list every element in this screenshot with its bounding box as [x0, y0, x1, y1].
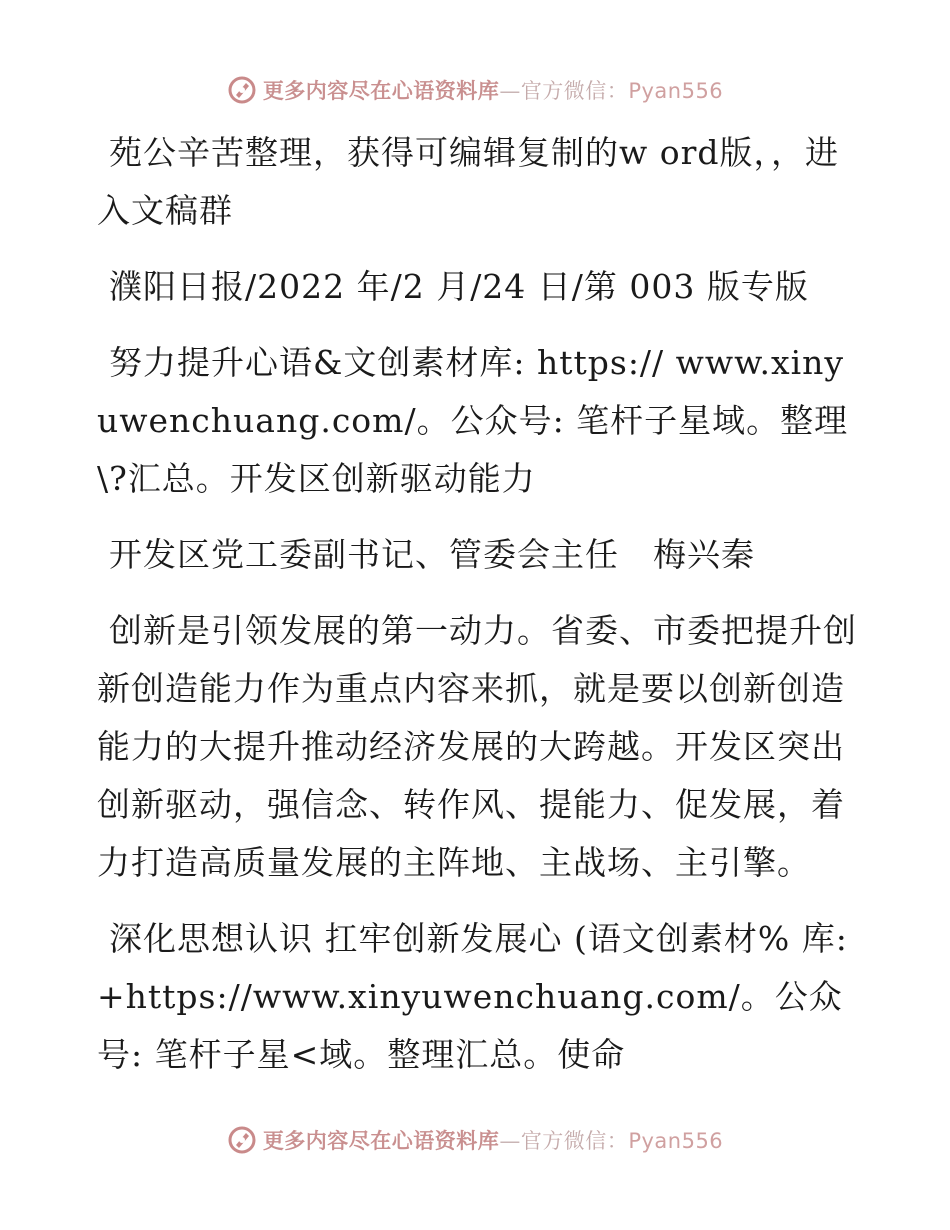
header-banner	[0, 72, 950, 108]
header-separator: —	[499, 79, 521, 103]
paragraph-author: 开发区党工委副书记、管委会主任 梅兴秦	[109, 535, 755, 574]
logo-icon	[227, 75, 257, 105]
footer-banner-text	[263, 1125, 723, 1155]
footer-banner	[0, 1122, 950, 1158]
logo-icon	[227, 1125, 257, 1155]
footer-separator: —	[499, 1129, 521, 1153]
footer-brand: 更多内容尽在心语资料库	[262, 1129, 500, 1153]
header-brand: 更多内容尽在心语资料库	[262, 79, 500, 103]
header-wechat-id: Pyan556	[628, 79, 724, 103]
paragraph-intro: 苑公辛苦整理，获得可编辑复制的w ord版，，进入文稿群	[97, 133, 840, 230]
document-body	[97, 124, 857, 1102]
paragraph-section-heading: 深化思想认识 扛牢创新发展心 (语文创素材% 库: +https://www.xinyuwenchuang.com/。公众号: 笔杆子星<域。整理汇总。使命	[97, 919, 848, 1074]
paragraph-source: 濮阳日报/2022 年/2 月/24 日/第 003 版专版	[109, 267, 809, 306]
paragraph-body: 创新是引领发展的第一动力。省委、市委把提升创新创造能力作为重点内容来抓，就是要以创新创造能力的大提升推动经济发展的大跨越。开发区突出创新驱动，强信念、转作风、提能力、促发展，着力打造高质量发展的主阵地、主战场、主引擎。	[97, 611, 857, 882]
footer-wechat-id: Pyan556	[628, 1129, 724, 1153]
paragraph-title: 努力提升心语&文创素材库: https:// www.xinyuwenchuang.com/。公众号: 笔杆子星域。整理\?汇总。开发区创新驱动能力	[97, 343, 849, 498]
footer-wechat-label: 官方微信：	[520, 1129, 629, 1153]
header-wechat-label: 官方微信：	[520, 79, 629, 103]
header-banner-text	[263, 75, 723, 105]
